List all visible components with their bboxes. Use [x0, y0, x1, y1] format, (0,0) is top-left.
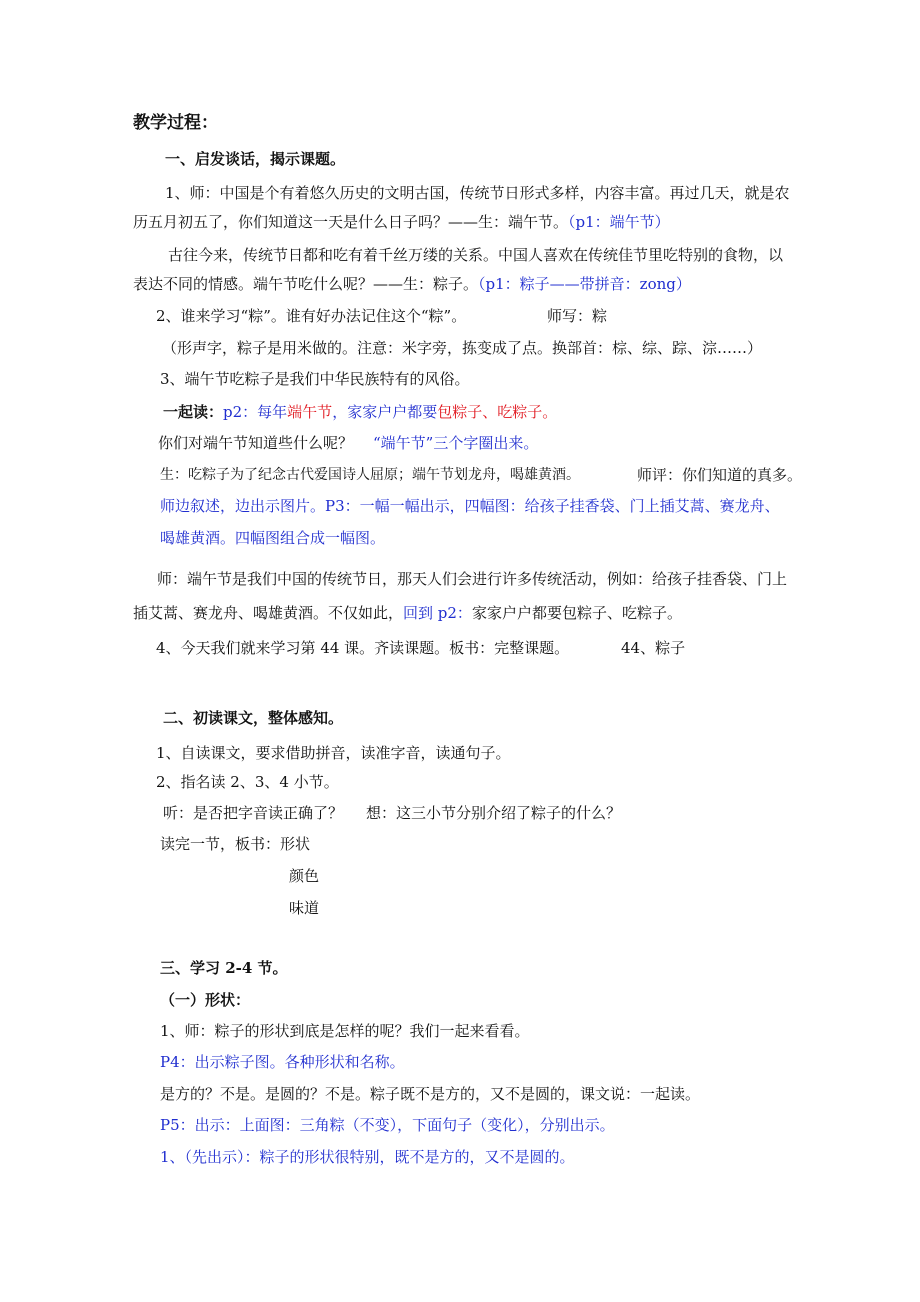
- paragraph-7-circle-note: “端午节”三个字圈出来。: [373, 434, 539, 452]
- paragraph-5: 3、端午节吃粽子是我们中华民族特有的风俗。: [160, 370, 470, 388]
- paragraph-2-line-2: [133, 274, 691, 294]
- student-answer: 生：吃粽子为了纪念古代爱国诗人屈原；端午节划龙舟，喝雄黄酒。: [160, 467, 580, 483]
- paragraph-2-text: 表达不同的情感。端午节吃什么呢？——生：粽子。: [133, 275, 479, 293]
- paragraph-10-line-1: 师：端午节是我们中国的传统节日，那天人们会进行许多传统活动，例如：给孩子挂香袋、门上: [157, 570, 788, 588]
- paragraph-10-end: 家家户户都要包粽子、吃粽子。: [471, 604, 682, 622]
- page-title: 教学过程：: [133, 113, 218, 133]
- section-3-line-2: P4：出示粽子图。各种形状和名称。: [160, 1053, 405, 1071]
- paragraph-11: 4、今天我们就来学习第 44 课。齐读课题。板书：完整课题。: [156, 639, 570, 657]
- highlight-zongzi: 包粽子、吃粽子。: [437, 403, 558, 421]
- section-3-line-1: 1、师：粽子的形状到底是怎样的呢？我们一起来看看。: [160, 1022, 530, 1040]
- paragraph-1-line-2: [133, 212, 670, 232]
- section-2-line-3a: 听：是否把字音读正确了？: [163, 804, 344, 822]
- section-1-heading: 一、启发谈话，揭示课题。: [165, 150, 346, 168]
- section-2-line-1: 1、自读课文，要求借助拼音，读准字音，读通句子。: [156, 744, 511, 762]
- section-3-line-4: P5：出示：上面图：三角粽（不变），下面句子（变化），分别出示。: [160, 1116, 615, 1134]
- back-to-p2-note: 回到 p2：: [403, 604, 472, 622]
- section-2-line-2: 2、指名读 2、3、4 小节。: [156, 773, 339, 791]
- paragraph-4: （形声字，粽子是用米做的。注意：米字旁，拣变成了点。换部首：棕、综、踪、淙……）: [162, 339, 763, 357]
- section-2-heading: 二、初读课文，整体感知。: [163, 709, 344, 727]
- section-3-line-5: 1、（先出示）：粽子的形状很特别，既不是方的，又不是圆的。: [160, 1148, 575, 1166]
- highlight-dragon-boat: 端午节: [287, 403, 333, 421]
- paragraph-1-text: 历五月初五了，你们知道这一天是什么日子吗？——生：端午节。: [133, 213, 569, 231]
- board-taste: 味道: [289, 899, 320, 917]
- paragraph-10-text: 插艾蒿、赛龙舟、喝雄黄酒。不仅如此，: [133, 604, 404, 622]
- read-together-label: 一起读：: [163, 403, 224, 421]
- paragraph-2-line-1: 古往今来，传统节日都和吃有着千丝万缕的关系。中国人喜欢在传统佳节里吃特别的食物，以: [168, 246, 784, 264]
- paragraph-9-line-1: 师边叙述，边出示图片。P3：一幅一幅出示，四幅图：给孩子挂香袋、门上插艾蒿、赛龙舟、: [160, 497, 780, 515]
- slide-p2-text-2: ，家家户户都要: [332, 403, 438, 421]
- lesson-title-board: 44、粽子: [621, 639, 686, 657]
- slide-note-pinyin: （p1：粽子——带拼音：zong）: [478, 275, 691, 293]
- section-2-line-3b: 想：这三小节分别介绍了粽子的什么？: [366, 804, 622, 822]
- paragraph-9-line-2: 喝雄黄酒。四幅图组合成一幅图。: [160, 529, 386, 547]
- board-color: 颜色: [289, 867, 320, 885]
- section-3-subheading: （一）形状：: [160, 991, 251, 1009]
- section-3-line-3: 是方的？不是。是圆的？不是。粽子既不是方的，又不是圆的，课文说：一起读。: [160, 1085, 701, 1103]
- slide-p2-text: p2：每年: [223, 403, 288, 421]
- section-2-line-4: 读完一节，板书：形状: [160, 835, 311, 853]
- slide-note-p1: （p1：端午节）: [568, 213, 670, 231]
- paragraph-1-line-1: 1、师：中国是个有着悠久历史的文明古国，传统节日形式多样，内容丰富。再过几天，就是农: [165, 184, 790, 202]
- paragraph-10-line-2: [133, 603, 682, 623]
- read-together-line: [163, 402, 557, 422]
- section-3-heading: 三、学习 2-4 节。: [160, 959, 288, 977]
- teacher-comment: 师评：你们知道的真多。: [637, 466, 803, 484]
- paragraph-3: 2、谁来学习“粽”。谁有好办法记住这个“粽”。: [156, 307, 467, 325]
- teacher-writes: 师写：粽: [547, 307, 608, 325]
- paragraph-7-question: 你们对端午节知道些什么呢？: [158, 434, 354, 452]
